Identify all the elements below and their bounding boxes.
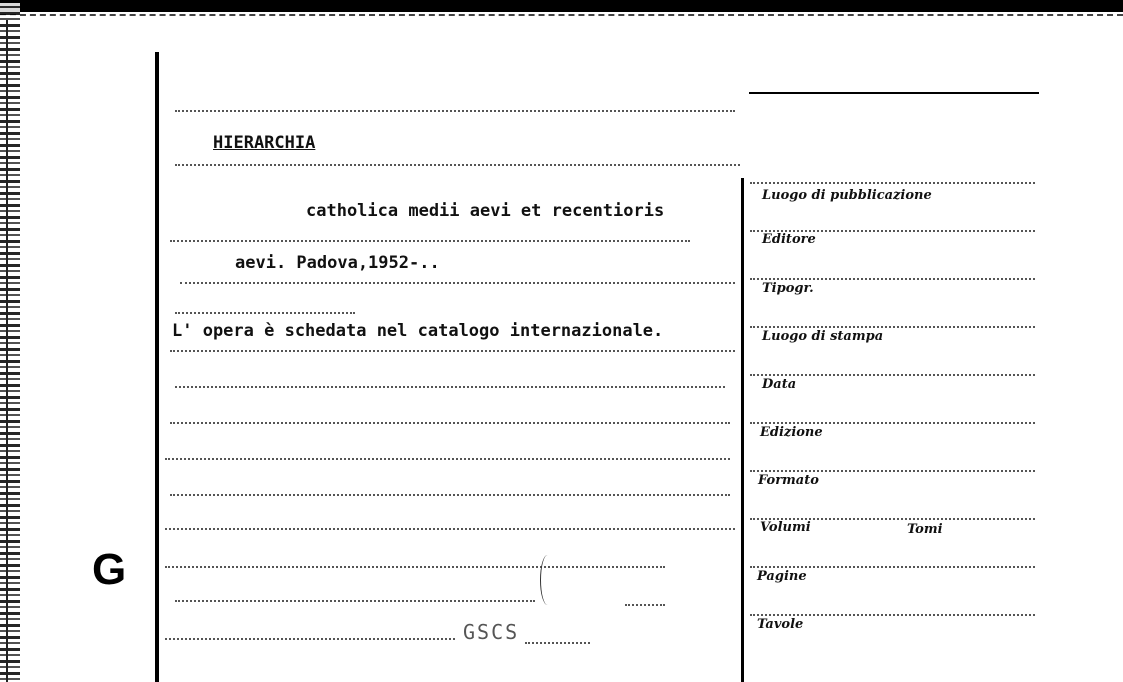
writing-line [175,386,725,388]
field-label-edizione: Edizione [760,425,823,440]
field-line [750,182,1035,184]
scan-top-dashed-line [0,14,1123,16]
writing-line [170,350,735,352]
field-label-tipografo: Tipogr. [762,281,814,296]
field-label-luogo-stampa: Luogo di stampa [762,329,884,344]
writing-line [170,422,730,424]
field-line [750,326,1035,328]
writing-line [170,240,690,242]
writing-line [165,528,735,530]
card-left-rule [155,52,159,682]
field-label-pagine: Pagine [757,569,807,584]
writing-line [525,642,590,644]
field-label-data: Data [762,377,797,392]
writing-line [170,494,730,496]
pencil-mark [540,555,555,605]
writing-line [165,638,455,640]
card-middle-rule [741,178,744,682]
field-line [750,374,1035,376]
field-line [750,566,1035,568]
field-label-luogo-pubblicazione: Luogo di pubblicazione [762,188,932,203]
card-top-right-rule [749,92,1039,94]
field-label-tomi: Tomi [907,522,943,537]
card-line-imprint: aevi. Padova,1952-.. [235,253,440,273]
scan-left-edge-line [6,20,8,682]
field-line [750,470,1035,472]
field-label-formato: Formato [758,473,819,488]
field-line [750,422,1035,424]
field-line [750,278,1035,280]
card-line-title: catholica medii aevi et recentioris [306,201,665,221]
card-line-note: L' opera è schedata nel catalogo internazionale. [172,321,664,341]
writing-line [165,566,665,568]
scan-top-border [0,0,1123,12]
writing-line [175,110,735,112]
field-label-tavole: Tavole [757,617,804,632]
writing-line [175,600,535,602]
field-label-volumi: Volumi [760,520,811,535]
field-label-editore: Editore [762,232,816,247]
writing-line [180,282,735,284]
field-line [750,614,1035,616]
shelf-stamp: GSCS [463,620,520,644]
writing-line [625,604,665,606]
index-letter: G [92,545,127,594]
writing-line [175,312,355,314]
writing-line [175,164,740,166]
card-heading: HIERARCHIA [213,133,316,153]
scan-left-edge [0,0,20,682]
writing-line [165,458,730,460]
